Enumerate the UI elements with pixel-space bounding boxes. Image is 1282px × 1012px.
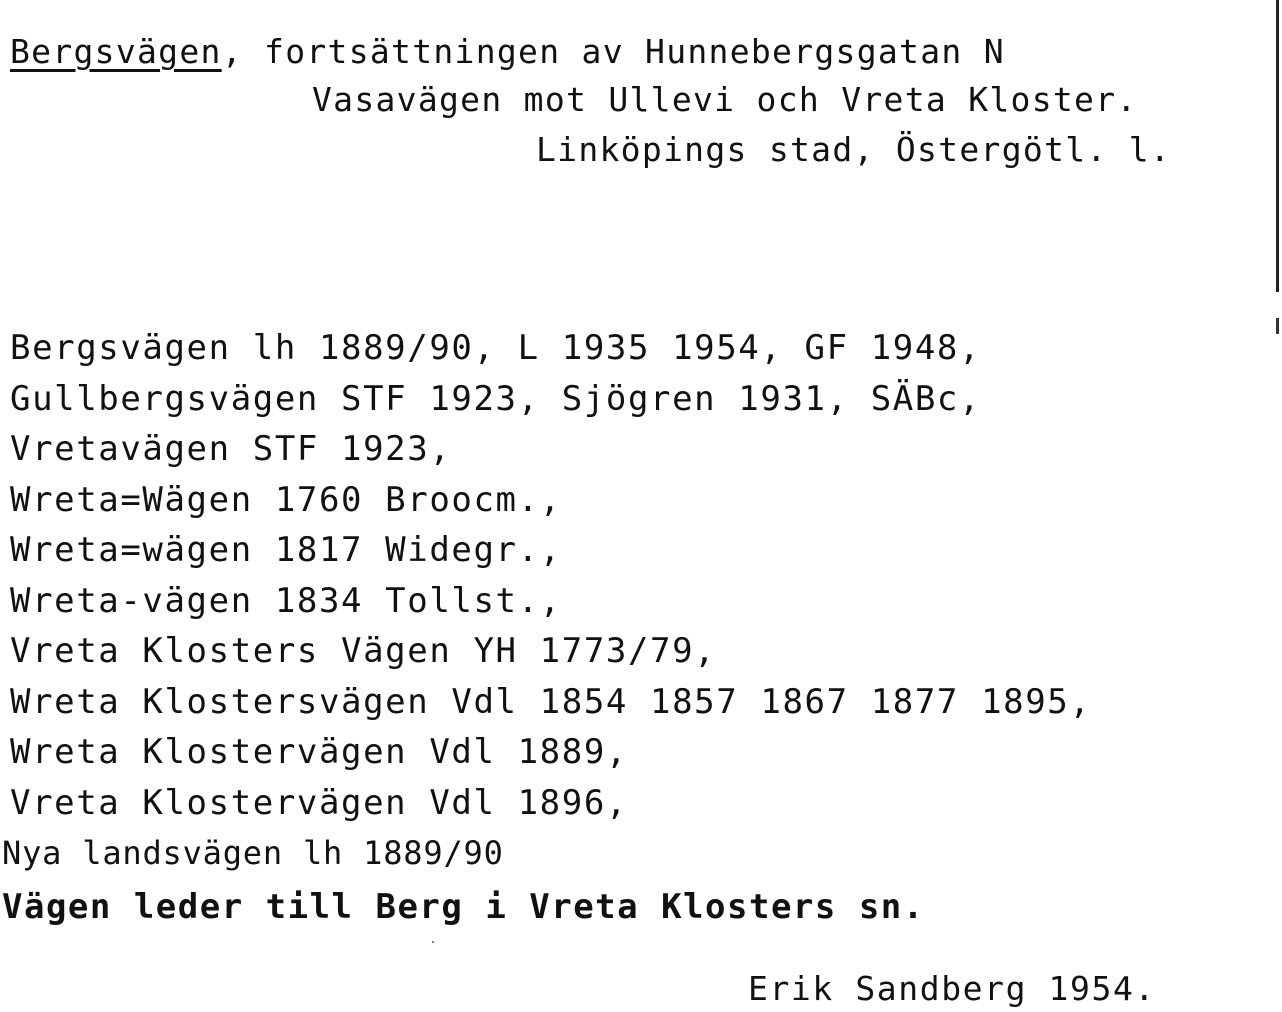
heading-description: , fortsättningen av Hunnebergsgatan N [221,32,1005,71]
source-entry: Wreta Klostersvägen Vdl 1854 1857 1867 1877 1895, [10,681,1092,722]
source-entries-list [2,323,1092,879]
card-edge-mark [1276,318,1279,334]
source-entry: Wreta=wägen 1817 Widegr., [10,530,562,570]
heading-line-2: Vasavägen mot Ullevi och Vreta Kloster. [312,80,1138,119]
source-entry: Nya landsvägen lh 1889/90 [2,834,504,872]
street-name: Bergsvägen [10,32,222,71]
source-entry: Gullbergsvägen STF 1923, Sjögren 1931, SÄBc, [10,378,982,419]
source-entry: Vreta Klostervägen Vdl 1896, [10,782,628,823]
card-heading [10,32,1005,72]
source-entry: Vreta Klosters Vägen YH 1773/79, [10,631,717,671]
source-entry: Wreta=Wägen 1760 Broocm., [10,479,562,520]
source-entry: Wreta-vägen 1834 Tollst., [10,580,562,621]
paper-speck [432,941,434,943]
heading-location: Linköpings stad, Östergötl. l. [536,130,1172,169]
conclusion-note: Vägen leder till Berg i Vreta Klosters sn. [2,887,925,927]
author-signature: Erik Sandberg 1954. [748,969,1156,1008]
card-right-border [1276,0,1279,292]
source-entry: Wreta Klostervägen Vdl 1889, [10,732,628,772]
source-entry: Vretavägen STF 1923, [10,429,452,469]
source-entry: Bergsvägen lh 1889/90, L 1935 1954, GF 1948, [10,328,982,368]
